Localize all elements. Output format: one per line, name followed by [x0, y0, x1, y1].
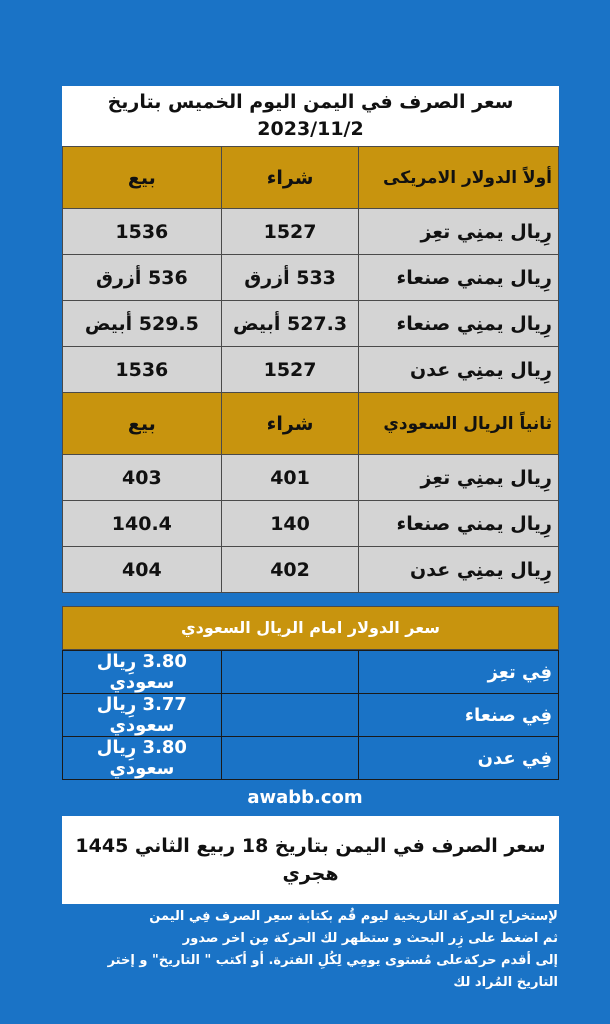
- row-value: 3.80 رِيال سعودي: [63, 737, 222, 780]
- row-name: رِيال يمنِي صنعاء: [359, 301, 559, 347]
- note-line3: إلى أقدم حركةعلى مُستوى يومِي لِكُلِ الفترة. أو أكتب " التاريخ" و إختر: [107, 953, 558, 968]
- hijri-date-line2: هجري: [282, 863, 339, 885]
- table-row: [63, 455, 559, 501]
- row-sell: 529.5 أبيض: [63, 301, 222, 347]
- row-sell: 1536: [63, 347, 222, 393]
- row-sell: 403: [63, 455, 222, 501]
- row-name: فِي عدن: [359, 737, 559, 780]
- note-line1: لإستخراج الحركة التاريخية ليوم قُم بكتابة سعِر الصرف فِي اليمن: [149, 909, 558, 924]
- row-empty: [221, 694, 359, 737]
- table-row: [63, 547, 559, 593]
- row-buy: 140: [221, 501, 359, 547]
- row-empty: [221, 737, 359, 780]
- row-name: رِيال يمنِي عدن: [359, 347, 559, 393]
- dollar-vs-riyal-table: [62, 650, 559, 780]
- dollar-header-row: [63, 147, 559, 209]
- row-buy: 1527: [221, 347, 359, 393]
- row-buy: 402: [221, 547, 359, 593]
- title-line1: سعر الصرف في اليمن اليوم الخميس بتاريخ: [107, 91, 514, 113]
- row-name: رِيال يمنِي عدن: [359, 547, 559, 593]
- dollar-header-buy: شراء: [221, 147, 359, 209]
- row-name: رِيال يمنِي تعِز: [359, 209, 559, 255]
- table-row: [63, 737, 559, 780]
- row-sell: 140.4: [63, 501, 222, 547]
- row-name: فِي صنعاء: [359, 694, 559, 737]
- dollar-header-name: أولاً الدولار الامريكى: [359, 147, 559, 209]
- table-row: [63, 347, 559, 393]
- table-row: [63, 209, 559, 255]
- instructions-note: [58, 906, 558, 994]
- note-line4: التاريخ المُراد لك: [453, 975, 558, 990]
- table-row: [63, 694, 559, 737]
- dollar-vs-riyal-banner: سعر الدولار امام الريال السعودي: [62, 606, 559, 650]
- table-row: [63, 501, 559, 547]
- row-value: 3.80 رِيال سعودي: [63, 651, 222, 694]
- row-name: رِيال يمني صنعاء: [359, 501, 559, 547]
- row-sell: 404: [63, 547, 222, 593]
- table-row: [63, 651, 559, 694]
- row-name: فِي تعِز: [359, 651, 559, 694]
- row-sell: 536 أزرق: [63, 255, 222, 301]
- riyal-header-sell: بيع: [63, 393, 222, 455]
- dollar-header-sell: بيع: [63, 147, 222, 209]
- hijri-date-box: [62, 816, 559, 904]
- row-buy: 533 أزرق: [221, 255, 359, 301]
- note-line2: ثم اضغط على زِر البحث و ستظهر لك الحركة مِن اخر صدور: [182, 931, 558, 946]
- riyal-table: [62, 392, 559, 593]
- row-sell: 1536: [63, 209, 222, 255]
- page-title: [62, 86, 559, 146]
- table-row: [63, 255, 559, 301]
- riyal-header-buy: شراء: [221, 393, 359, 455]
- hijri-date-line1: سعر الصرف في اليمن بتاريخ 18 ربيع الثاني 1445: [75, 835, 546, 857]
- row-buy: 401: [221, 455, 359, 501]
- riyal-header-name: ثانياً الريال السعودي: [359, 393, 559, 455]
- dollar-table: [62, 146, 559, 393]
- table-row: [63, 301, 559, 347]
- row-buy: 527.3 أبيض: [221, 301, 359, 347]
- row-empty: [221, 651, 359, 694]
- riyal-header-row: [63, 393, 559, 455]
- row-name: رِيال يمني صنعاء: [359, 255, 559, 301]
- row-buy: 1527: [221, 209, 359, 255]
- site-link[interactable]: awabb.com: [247, 787, 363, 808]
- title-date: 2023/11/2: [257, 118, 364, 140]
- row-name: رِيال يمنِي تعِز: [359, 455, 559, 501]
- row-value: 3.77 رِيال سعودي: [63, 694, 222, 737]
